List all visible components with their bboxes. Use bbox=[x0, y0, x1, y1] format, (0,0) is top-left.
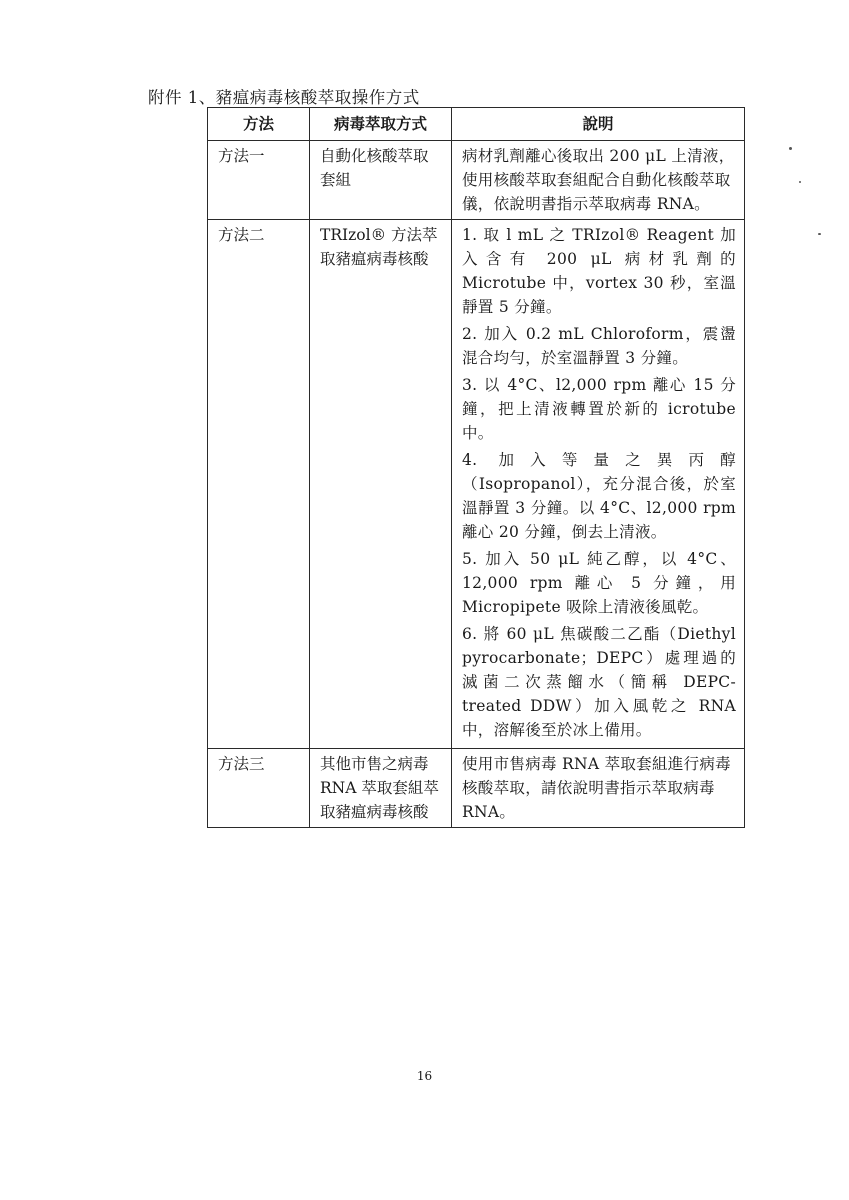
document-heading: 附件 1、豬瘟病毒核酸萃取操作方式 bbox=[148, 88, 420, 107]
method-description: 病材乳劑離心後取出 200 μL 上清液，使用核酸萃取套組配合自動化核酸萃取儀，依說明書指示萃取病毒 RNA。 bbox=[452, 141, 745, 220]
procedure-step-5: 5. 加入 50 μL 純乙醇，以 4°C、12,000 rpm 離心 5 分鐘，用 Micropipete 吸除上清液後風乾。 bbox=[462, 550, 736, 616]
procedure-step-1: 1. 取 l mL 之 TRIzol® Reagent 加入含有 200 μL 病材乳劑的 Microtube 中，vortex 30 秒，室溫靜置 5 分鐘。 bbox=[462, 226, 736, 316]
method-name: 方法三 bbox=[208, 749, 310, 828]
procedure-step-3: 3. 以 4°C、l2,000 rpm 離心 15 分鐘，把上清液轉置於新的 icrotube 中。 bbox=[462, 376, 736, 442]
procedure-step-4: 4. 加入等量之異丙醇（Isopropanol），充分混合後，於室溫靜置 3 分鐘。以 4°C、l2,000 rpm 離心 20 分鐘，倒去上清液。 bbox=[462, 451, 736, 541]
extraction-method: TRIzol® 方法萃取豬瘟病毒核酸 bbox=[310, 220, 452, 749]
method-steps bbox=[452, 220, 745, 749]
scan-speck bbox=[799, 181, 801, 183]
header-extraction: 病毒萃取方式 bbox=[310, 108, 452, 141]
method-description: 使用市售病毒 RNA 萃取套組進行病毒核酸萃取，請依說明書指示萃取病毒 RNA。 bbox=[452, 749, 745, 828]
method-name: 方法一 bbox=[208, 141, 310, 220]
method-name: 方法二 bbox=[208, 220, 310, 749]
page-number: 16 bbox=[416, 1069, 433, 1083]
header-description: 說明 bbox=[452, 108, 745, 141]
extraction-method: 其他市售之病毒 RNA 萃取套組萃取豬瘟病毒核酸 bbox=[310, 749, 452, 828]
header-method: 方法 bbox=[208, 108, 310, 141]
procedure-step-2: 2. 加入 0.2 mL Chloroform，震盪混合均勻，於室溫靜置 3 分鐘。 bbox=[462, 325, 736, 367]
extraction-methods-table bbox=[207, 107, 745, 828]
extraction-method: 自動化核酸萃取套組 bbox=[310, 141, 452, 220]
scan-speck bbox=[818, 233, 821, 235]
scan-speck bbox=[789, 147, 792, 150]
table-header-row bbox=[208, 108, 745, 141]
table-row-method-1 bbox=[208, 141, 745, 220]
table-row-method-2 bbox=[208, 220, 745, 749]
table-row-method-3 bbox=[208, 749, 745, 828]
procedure-step-6: 6. 將 60 μL 焦碳酸二乙酯（Diethyl pyrocarbonate；DEPC）處理過的滅菌二次蒸餾水（簡稱 DEPC-treated DDW）加入風乾之 RNA 中，溶解後至於冰上備用。 bbox=[462, 625, 736, 739]
